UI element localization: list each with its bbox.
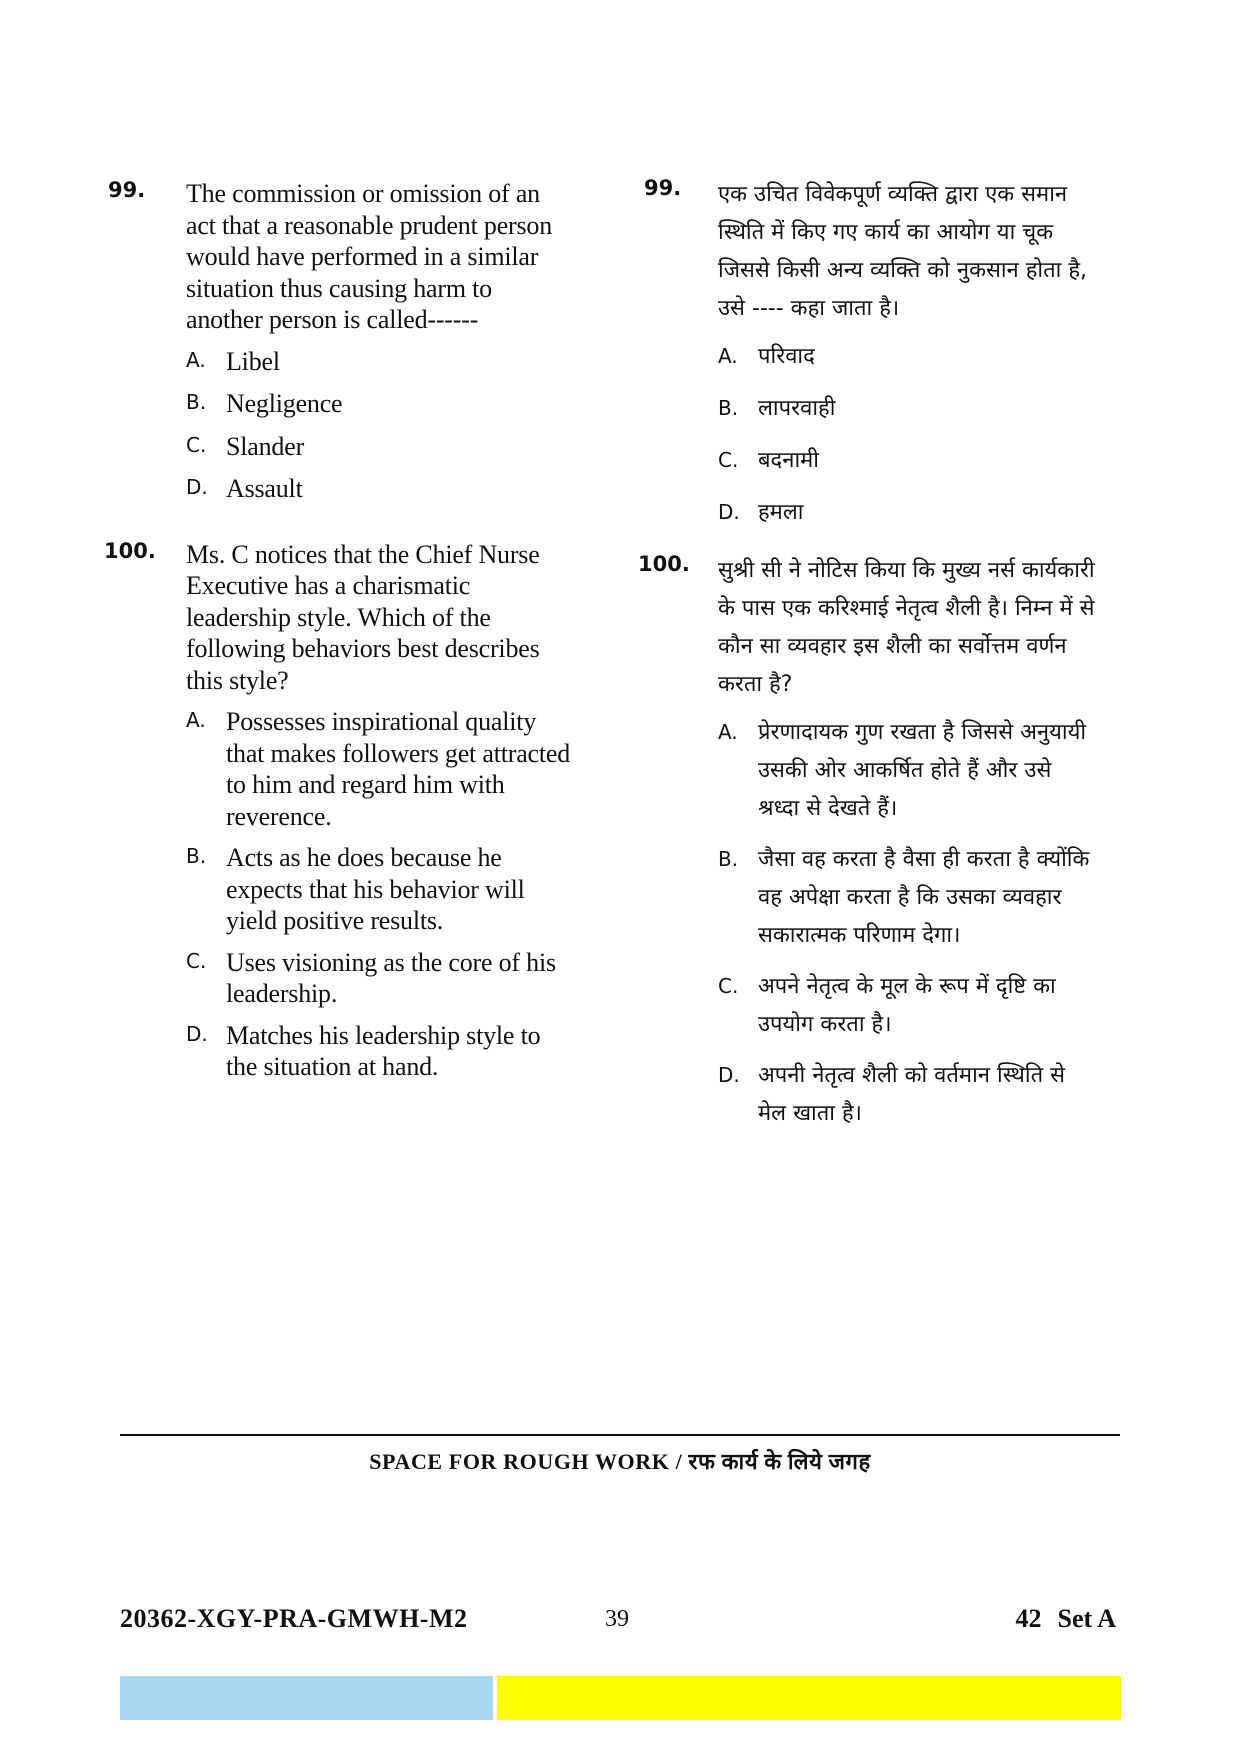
question-99-hi [644, 176, 1132, 328]
option-text: yield positive results. [226, 906, 444, 935]
question-line: The commission or omission of an [186, 179, 540, 208]
option-text: leadership. [226, 979, 338, 1008]
question-99-en [108, 178, 620, 336]
rough-work-divider [120, 1434, 1120, 1436]
option-text: Slander [226, 431, 305, 461]
question-line: के पास एक करिश्माई नेतृत्व शैली है। निम्न में से [718, 596, 1095, 621]
question-number: 99. [108, 178, 146, 202]
option-text: अपने नेतृत्व के मूल के रूप में दृष्टि का [758, 974, 1056, 999]
option-text: हमला [758, 500, 804, 525]
option-text: Matches his leadership style to [226, 1020, 541, 1050]
option-a [718, 338, 1132, 376]
option-b [718, 841, 1132, 955]
hindi-column [638, 176, 1132, 1133]
option-text: उपयोग करता है। [758, 1012, 892, 1037]
option-text: मेल खाता है। [758, 1101, 863, 1126]
option-text: Negligence [226, 389, 343, 418]
option-letter: B. [718, 847, 739, 871]
question-line: उसे ---- कहा जाता है। [718, 296, 900, 321]
question-number: 99. [644, 176, 682, 200]
option-text: Uses visioning as the core of his [226, 947, 556, 977]
option-text: that makes followers get attracted [226, 738, 571, 768]
question-text [718, 552, 1132, 704]
page-number: 39 [605, 1606, 629, 1632]
option-a [186, 706, 620, 832]
question-line: situation thus causing harm to [186, 273, 492, 303]
option-letter: D. [718, 1063, 740, 1087]
option-text: Acts as he does because he [226, 843, 502, 872]
question-100-hi [638, 552, 1132, 704]
option-d [718, 1057, 1132, 1133]
question-line: एक उचित विवेकपूर्ण व्यक्ति द्वारा एक समान [718, 182, 1068, 207]
option-text: Assault [226, 474, 303, 503]
option-letter: B. [718, 396, 739, 420]
option-b [186, 842, 620, 937]
option-text: reverence. [226, 801, 332, 831]
option-c [718, 968, 1132, 1044]
question-line: would have performed in a similar [186, 242, 539, 271]
question-text [186, 178, 620, 336]
set-name: Set A [1057, 1604, 1116, 1633]
option-text: बदनामी [758, 448, 820, 473]
set-label [1016, 1604, 1117, 1634]
option-letter: D. [186, 475, 208, 499]
option-text: प्रेरणादायक गुण रखता है जिससे अनुयायी [758, 720, 1087, 745]
question-line: following behaviors best describes [186, 634, 540, 663]
question-line: करता है? [718, 672, 793, 697]
option-text: to him and regard him with [226, 770, 505, 799]
footer-bar-yellow [497, 1676, 1121, 1720]
option-text: Possesses inspirational quality [226, 707, 537, 736]
option-letter: D. [718, 500, 740, 524]
option-a [186, 346, 620, 378]
option-b [718, 390, 1132, 428]
footer-bar-blue [120, 1676, 493, 1720]
option-text: वह अपेक्षा करता है कि उसका व्यवहार [758, 885, 1062, 910]
option-text: the situation at hand. [226, 1052, 439, 1081]
english-column [104, 178, 620, 1083]
option-letter: C. [718, 974, 739, 998]
option-c [186, 947, 620, 1010]
option-letter: A. [718, 720, 738, 744]
question-line: जिससे किसी अन्य व्यक्ति को नुकसान होता है, [718, 258, 1088, 283]
option-text: श्रध्दा से देखते हैं। [758, 796, 898, 821]
option-text: expects that his behavior will [226, 874, 525, 904]
option-text: परिवाद [758, 344, 815, 369]
question-line: स्थिति में किए गए कार्य का आयोग या चूक [718, 220, 1054, 245]
question-line: act that a reasonable prudent person [186, 210, 553, 240]
question-line: सुश्री सी ने नोटिस किया कि मुख्य नर्स कार्यकारी [718, 558, 1095, 583]
option-letter: A. [186, 347, 206, 372]
option-d [718, 494, 1132, 532]
paper-code: 20362-XGY-PRA-GMWH-M2 [120, 1604, 468, 1633]
option-letter: A. [186, 708, 206, 732]
option-text: लापरवाही [758, 396, 836, 421]
option-text: अपनी नेतृत्व शैली को वर्तमान स्थिति से [758, 1063, 1065, 1088]
option-letter: D. [186, 1021, 208, 1046]
question-number: 100. [638, 552, 690, 576]
option-text: जैसा वह करता है वैसा ही करता है क्योंकि [758, 847, 1090, 872]
option-letter: B. [186, 390, 207, 414]
question-line: another person is called------ [186, 305, 479, 334]
option-c [186, 431, 620, 463]
question-text [718, 176, 1132, 328]
option-letter: C. [186, 432, 207, 457]
question-number: 100. [104, 538, 156, 563]
option-a [718, 714, 1132, 828]
question-line: कौन सा व्यवहार इस शैली का सर्वोत्तम वर्णन [718, 634, 1067, 659]
option-text: Libel [226, 346, 280, 376]
option-d [186, 1020, 620, 1083]
option-letter: A. [718, 344, 738, 368]
question-line: this style? [186, 665, 289, 695]
option-text: सकारात्मक परिणाम देगा। [758, 923, 961, 948]
option-b [186, 388, 620, 420]
set-number: 42 [1015, 1604, 1042, 1633]
question-line: Executive has a charismatic [186, 571, 471, 600]
option-letter: B. [186, 844, 207, 868]
question-100-en [104, 538, 620, 697]
option-letter: C. [186, 948, 207, 973]
rough-work-label: SPACE FOR ROUGH WORK / रफ कार्य के लिये जगह [369, 1449, 871, 1474]
option-text: उसकी ओर आकर्षित होते हैं और उसे [758, 758, 1052, 783]
question-line: Ms. C notices that the Chief Nurse [186, 539, 540, 569]
question-text [186, 539, 620, 697]
option-c [718, 442, 1132, 480]
option-d [186, 473, 620, 505]
option-letter: C. [718, 448, 739, 472]
question-line: leadership style. Which of the [186, 602, 491, 632]
